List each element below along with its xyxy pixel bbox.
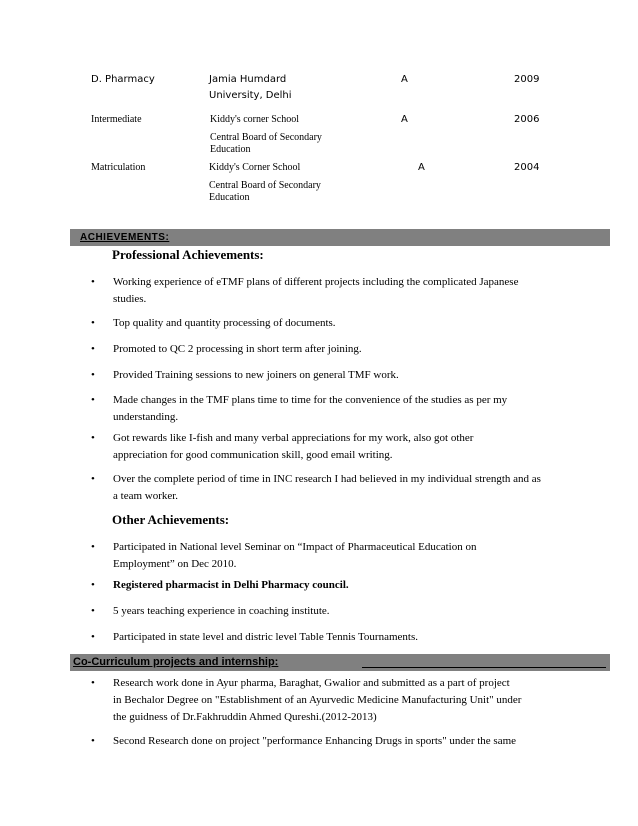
bullet-icon: •: [91, 343, 95, 355]
bullet-icon: •: [91, 317, 95, 329]
bullet-icon: •: [91, 677, 95, 689]
degree: D. Pharmacy: [91, 74, 155, 85]
section-heading: Co-Curriculum projects and internship:: [73, 656, 279, 668]
institution: Kiddy's Corner School Central Board of Secondary Education: [209, 162, 321, 203]
year: 2009: [514, 74, 540, 85]
grade: A: [401, 114, 408, 125]
institution: Kiddy's corner School Central Board of Secondary Education: [210, 114, 322, 155]
grade: A: [401, 74, 408, 85]
bullet-icon: •: [91, 369, 95, 381]
degree: Matriculation: [91, 162, 146, 173]
degree: Intermediate: [91, 114, 142, 125]
bullet-icon: •: [91, 541, 95, 553]
bullet-icon: •: [91, 394, 95, 406]
cocurriculum-heading-bar: [70, 654, 610, 671]
subsection-heading: Professional Achievements:: [112, 247, 264, 262]
grade: A: [418, 162, 425, 173]
section-heading: ACHIEVEMENTS:: [80, 232, 170, 243]
bullet-icon: •: [91, 735, 95, 747]
year: 2006: [514, 114, 540, 125]
bullet-icon: •: [91, 605, 95, 617]
heading-underline: [362, 667, 606, 668]
subsection-heading: Other Achievements:: [112, 512, 230, 527]
bullet-icon: •: [91, 432, 95, 444]
bullet-icon: •: [91, 579, 95, 591]
year: 2004: [514, 162, 540, 173]
bullet-icon: •: [91, 276, 95, 288]
bullet-icon: •: [91, 631, 95, 643]
bullet-icon: •: [91, 473, 95, 485]
institution: Jamia Humdard University, Delhi: [209, 74, 292, 101]
achievements-heading-bar: [70, 229, 610, 246]
